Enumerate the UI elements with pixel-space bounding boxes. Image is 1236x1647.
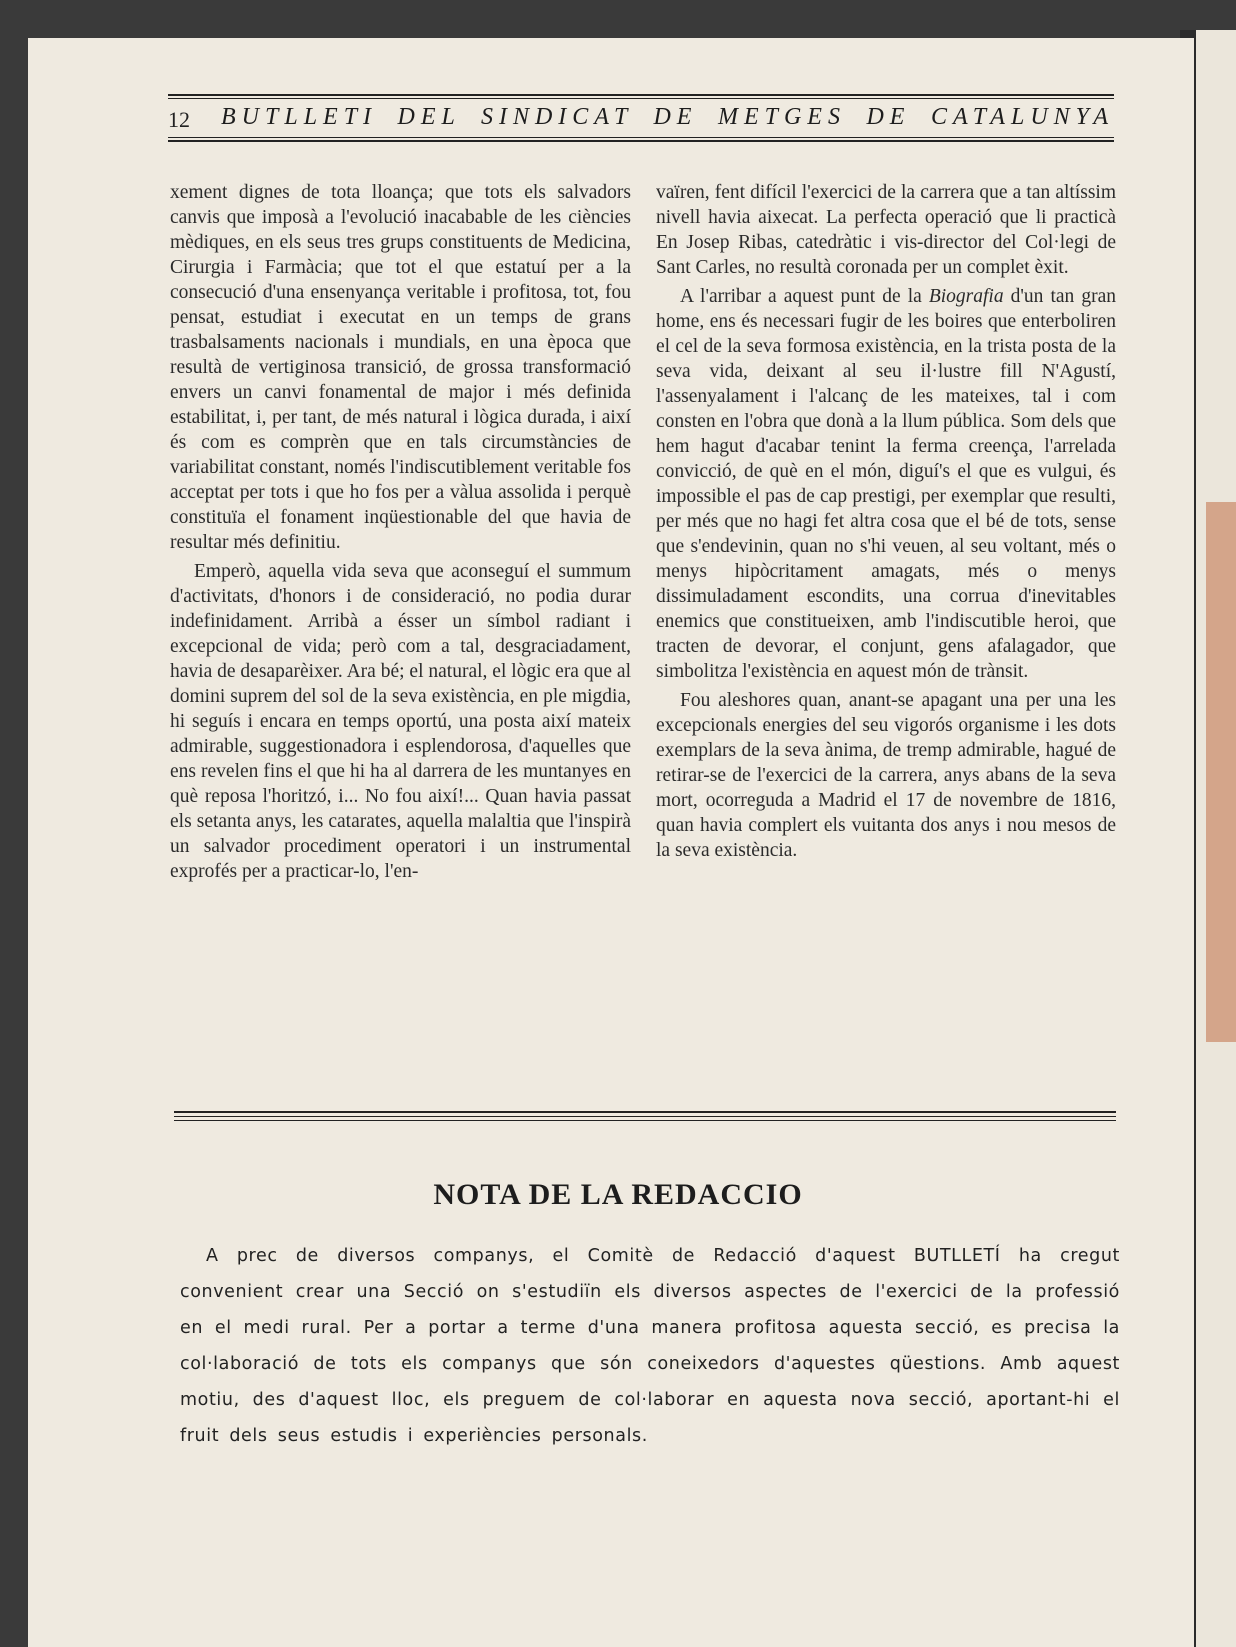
paragraph-text-end: d'un tan gran home, ens és necessari fugir de les boires que enterboliren el cel de la seva formosa existència, en la trista posta de la seva vida, deixant al seu il·lustre fill N'Agustí, l'assenyalament i l'alcanç de les mateixes, tal i com consten en l'obra que donà a la llum pública. Som dels que hem hagut d'acabar tenint la ferma creença, l'arrelada convicció, de què en el món, diguí's el que es vulgui, és impossible el pas de cap prestigi, per exemplar que resulti, per més que no hagi fet altra cosa que el bé de tots, sense que s'endevinin, quan no s'hi veuen, al seu voltant, més o menys hipòcritament amagats, més o menys dissimuladament escondits, una corrua d'inevitables enemics que constitueixen, amb l'indiscutible heroi, que tracten de devorar, el conjunt, gens afalagador, que simbolitza l'existència en aquest món de trànsit. [656, 286, 1116, 682]
left-paragraph-1: xement dignes de tota lloança; que tots els salvadors canvis que imposà a l'evolució inacabable de les ciències mèdiques, en els seus tres grups constituents de Medicina, Cirurgia i Farmàcia; que tot el que estatuí per a la consecució d'una ensenyança veritable i profitosa, tot, fou pensat, estudiat i executat en un temps de grans trasbalsaments nacionals i mundials, en una època que resultà de vertiginosa transició, de grossa transformació envers un canvi fonamental de major i més definida estabilitat, i, per tant, de més natural i lògica durada, i així és com es comprèn que en tals circumstàncies de variabilitat constant, només l'indiscutiblement veritable fos acceptat per tots i que ho fos per a vàlua assolida i perquè constituïa el fonament inqüestionable del que havia de resultar més definitiu. [170, 182, 631, 553]
right-paragraph-3: Fou aleshores quan, anant-se apagant una per una les excepcionals energies del seu vigorós organisme i les dots exemplars de la seva ànima, de tremp admirable, hagué de retirar-se de l'exercici de la carrera, anys abans de la seva mort, ocorreguda a Madrid el 17 de novembre de 1816, quan havia complert els vuitanta dos anys i nou mesos de la seva existència. [656, 690, 1116, 861]
right-column [656, 180, 1116, 863]
paragraph-text-start: A l'arribar a aquest punt de la [680, 286, 929, 307]
header-rule-top [168, 94, 1114, 96]
right-paragraph-1: vaïren, fent difícil l'exercici de la carrera que a tan altíssim nivell havia aixecat. La perfecta operació que li practicà En Josep Ribas, catedràtic i vis-director del Col·legi de Sant Carles, no resultà coronada per un complet èxit. [656, 182, 1116, 278]
header-rule-top-thin [168, 98, 1114, 99]
separator-rule-3 [174, 1120, 1116, 1121]
right-paragraph-2 [656, 284, 1116, 684]
header-rule-bottom-thin [168, 137, 1114, 138]
nota-body [180, 1238, 1120, 1454]
biografia-emphasis: Biografia [928, 286, 1004, 307]
separator-rule-2 [174, 1116, 1116, 1117]
header-row [168, 101, 1114, 135]
separator-rule-1 [174, 1111, 1116, 1113]
page-marker-tab [1206, 502, 1236, 1042]
nota-title: NOTA DE LA REDACCIO [433, 1178, 803, 1211]
running-title: BUTLLETI DEL SINDICAT DE METGES DE CATALUNYA [221, 104, 1114, 130]
running-header [168, 92, 1114, 144]
section-separator [174, 1108, 1116, 1124]
page-number: 12 [168, 107, 190, 132]
left-column [170, 180, 631, 884]
nota-paragraph: A prec de diversos companys, el Comitè de Redacció d'aquest BUTLLETÍ ha cregut convenient crear una Secció on s'estudiïn els diversos aspectes de l'exercici de la professió en el medi rural. Per a portar a terme d'una manera profitosa aquesta secció, es precisa la col·laboració de tots els companys que són coneixedors d'aquestes qüestions. Amb aquest motiu, des d'aquest lloc, els preguem de col·laborar en aquesta nova secció, aportant-hi el fruit dels seus estudis i experiències personals. [180, 1246, 1120, 1446]
header-rule-bottom [168, 140, 1114, 142]
left-paragraph-2: Emperò, aquella vida seva que aconseguí el summum d'activitats, d'honors i de consideració, no podia durar indefinidament. Arribà a ésser un símbol radiant i excepcional de vida; però com a tal, desgraciadament, havia de desaparèixer. Ara bé; el natural, el lògic era que al domini suprem del sol de la seva existència, en ple migdia, hi seguís i encara en temps oportú, una posta així mateix admirable, suggestionadora i esplendorosa, d'aquelles que ens revelen fins el que hi ha al darrera de les muntanyes en què reposa l'horitzó, i... No fou així!... Quan havia passat els setanta anys, les catarates, aquella malaltia que l'inspirà un salvador procediment operatori i un instrumental exprofés per a practicar-lo, l'en- [170, 561, 631, 882]
